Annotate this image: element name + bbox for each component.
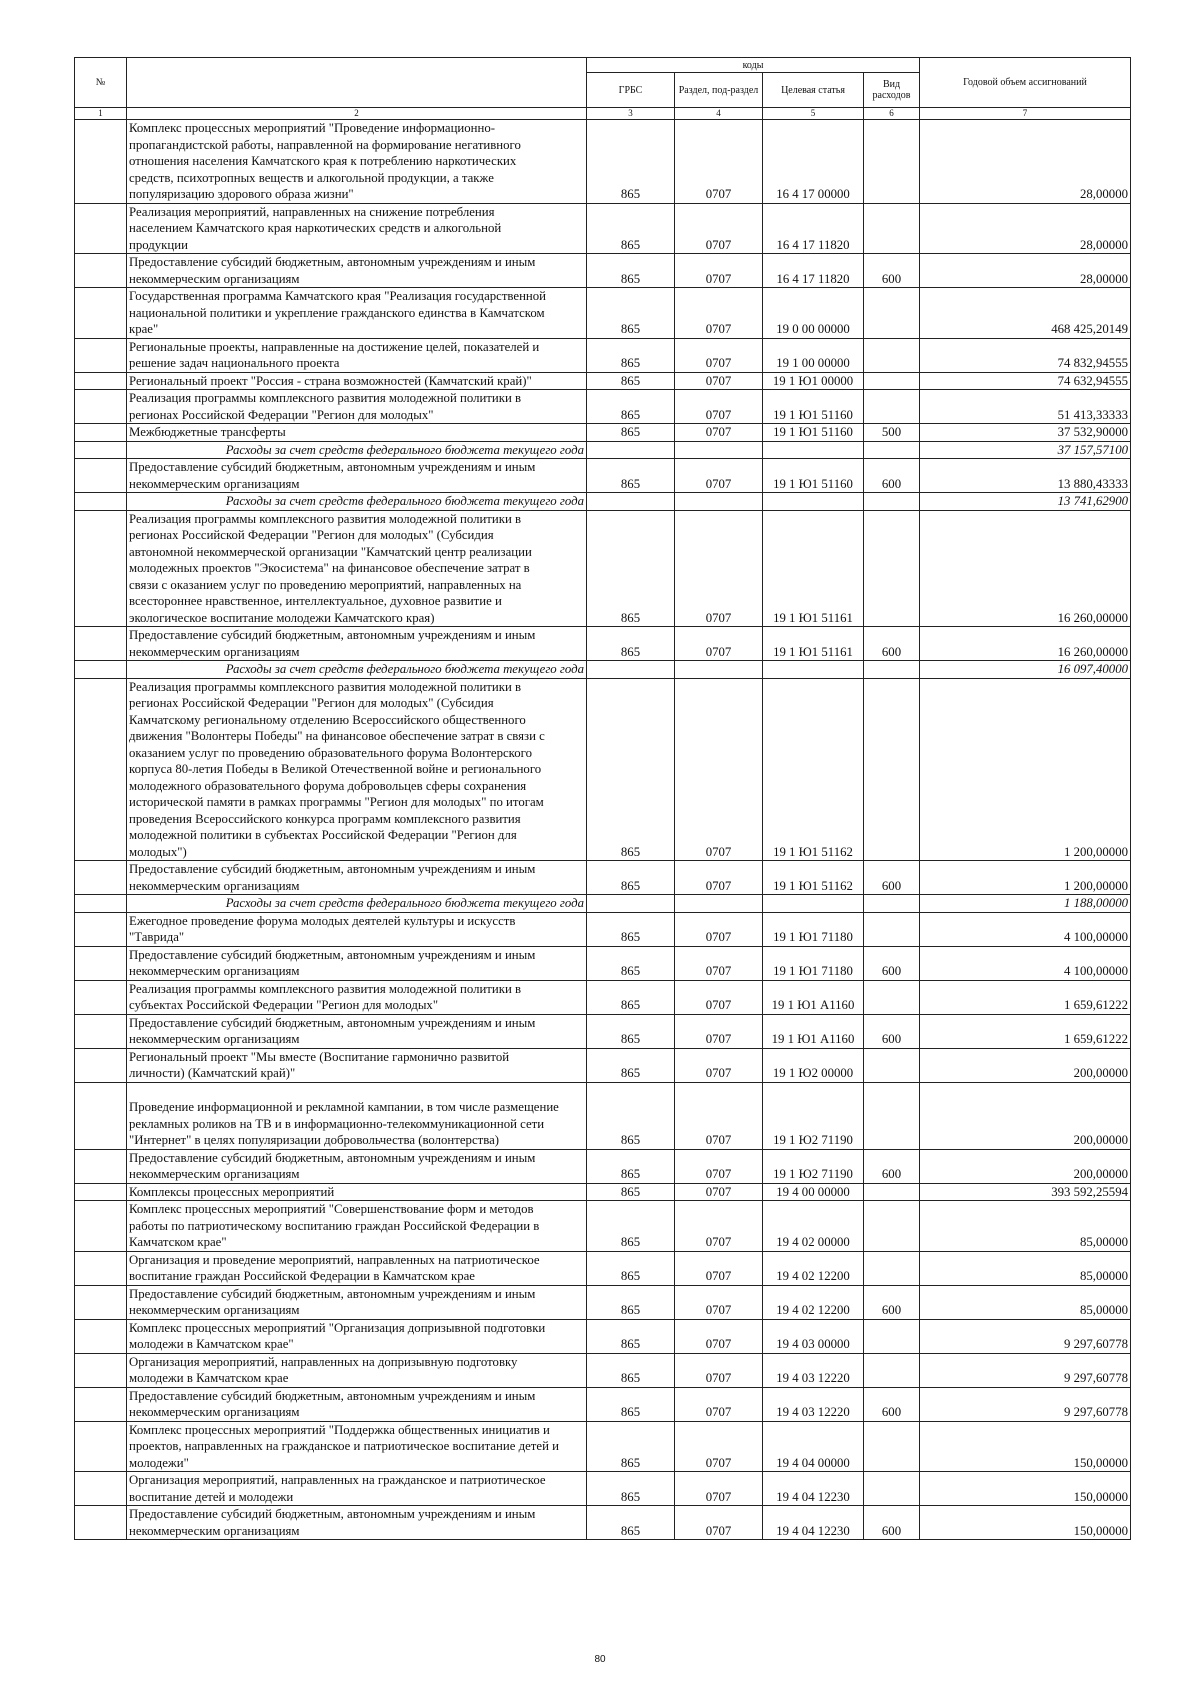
row-target-article-cell: 19 4 04 00000	[763, 1421, 864, 1472]
row-name-cell: Организация и проведение мероприятий, направленных на патриотическое воспитание граждан Российской Федерации в Камчатском крае	[127, 1251, 587, 1285]
row-expense-type-cell	[864, 441, 920, 459]
row-expense-type-cell	[864, 390, 920, 424]
row-grbs-cell: 865	[587, 1421, 675, 1472]
row-expense-type-cell: 600	[864, 1285, 920, 1319]
row-sum-cell: 28,00000	[920, 203, 1131, 254]
row-razdel-cell: 0707	[675, 424, 763, 442]
row-target-article-cell: 19 0 00 00000	[763, 288, 864, 339]
row-name-cell: Организация мероприятий, направленных на допризывную подготовку молодежи в Камчатском крае	[127, 1353, 587, 1387]
row-expense-type-cell: 600	[864, 1387, 920, 1421]
row-grbs-cell: 865	[587, 1506, 675, 1540]
row-number-cell	[75, 1319, 127, 1353]
row-number-cell	[75, 1506, 127, 1540]
row-sum-cell: 9 297,60778	[920, 1319, 1131, 1353]
header-number: №	[75, 58, 127, 108]
row-name-cell: Расходы за счет средств федерального бюджета текущего года	[127, 441, 587, 459]
row-expense-type-cell: 600	[864, 1149, 920, 1183]
row-grbs-cell	[587, 493, 675, 511]
row-razdel-cell: 0707	[675, 288, 763, 339]
row-sum-cell: 16 260,00000	[920, 627, 1131, 661]
row-name-cell: Предоставление субсидий бюджетным, автономным учреждениям и иным некоммерческим организациям	[127, 627, 587, 661]
row-name-cell: Предоставление субсидий бюджетным, автономным учреждениям и иным некоммерческим организациям	[127, 861, 587, 895]
row-name-cell: Комплекс процессных мероприятий "Проведение информационно- пропагандистской работы, направленной на формирование негативного отношения населения Камчатского края к потреблению наркотических средств, психотропных веществ и алкогольной продукции, а также популяризацию здорового образа жизни"	[127, 120, 587, 204]
row-name-cell: Комплекс процессных мероприятий "Совершенствование форм и методов работы по патриотическому воспитанию граждан Российской Федерации в Камчатском крае"	[127, 1201, 587, 1252]
row-name-cell: Реализация программы комплексного развития молодежной политики в субъектах Российской Федерации "Регион для молодых"	[127, 980, 587, 1014]
row-target-article-cell: 19 4 00 00000	[763, 1183, 864, 1201]
row-expense-type-cell	[864, 1201, 920, 1252]
federal-funds-note-row	[75, 661, 1131, 679]
row-target-article-cell: 19 1 00 00000	[763, 338, 864, 372]
row-target-article-cell: 19 4 03 00000	[763, 1319, 864, 1353]
row-expense-type-cell	[864, 1251, 920, 1285]
row-target-article-cell: 19 1 Ю1 51162	[763, 678, 864, 861]
col-number-7: 7	[920, 108, 1131, 120]
col-number-5: 5	[763, 108, 864, 120]
row-number-cell	[75, 1048, 127, 1082]
row-grbs-cell: 865	[587, 372, 675, 390]
table-row	[75, 1048, 1131, 1082]
row-expense-type-cell: 600	[864, 1014, 920, 1048]
row-number-cell	[75, 946, 127, 980]
row-number-cell	[75, 1251, 127, 1285]
row-number-cell	[75, 254, 127, 288]
row-expense-type-cell	[864, 1472, 920, 1506]
row-expense-type-cell	[864, 120, 920, 204]
row-grbs-cell: 865	[587, 1472, 675, 1506]
table-row	[75, 627, 1131, 661]
row-target-article-cell	[763, 441, 864, 459]
row-number-cell	[75, 1421, 127, 1472]
row-name-cell: Региональные проекты, направленные на достижение целей, показателей и решение задач национального проекта	[127, 338, 587, 372]
row-sum-cell: 85,00000	[920, 1251, 1131, 1285]
row-grbs-cell: 865	[587, 1048, 675, 1082]
row-sum-cell: 74 632,94555	[920, 372, 1131, 390]
row-razdel-cell	[675, 895, 763, 913]
table-row	[75, 1319, 1131, 1353]
col-number-6: 6	[864, 108, 920, 120]
row-sum-cell: 37 532,90000	[920, 424, 1131, 442]
row-expense-type-cell	[864, 372, 920, 390]
row-target-article-cell: 19 1 Ю1 71180	[763, 912, 864, 946]
table-row	[75, 1082, 1131, 1149]
row-number-cell	[75, 424, 127, 442]
table-row	[75, 1285, 1131, 1319]
row-expense-type-cell	[864, 338, 920, 372]
row-target-article-cell	[763, 493, 864, 511]
table-row	[75, 1506, 1131, 1540]
row-sum-cell: 1 659,61222	[920, 980, 1131, 1014]
row-sum-cell: 200,00000	[920, 1082, 1131, 1149]
row-number-cell	[75, 1285, 127, 1319]
row-target-article-cell: 19 1 Ю1 51160	[763, 459, 864, 493]
row-target-article-cell: 19 4 04 12230	[763, 1506, 864, 1540]
row-expense-type-cell	[864, 912, 920, 946]
table-header	[75, 58, 1131, 120]
row-razdel-cell: 0707	[675, 1285, 763, 1319]
row-name-cell: Предоставление субсидий бюджетным, автономным учреждениям и иным некоммерческим организациям	[127, 1387, 587, 1421]
row-sum-cell: 85,00000	[920, 1285, 1131, 1319]
row-target-article-cell: 19 1 Ю2 00000	[763, 1048, 864, 1082]
row-grbs-cell: 865	[587, 1251, 675, 1285]
row-razdel-cell: 0707	[675, 338, 763, 372]
row-name-cell: Комплекс процессных мероприятий "Поддержка общественных инициатив и проектов, направленных на гражданское и патриотическое воспитание детей и молодежи"	[127, 1421, 587, 1472]
row-name-cell: Региональный проект "Мы вместе (Воспитание гармонично развитой личности) (Камчатский край)"	[127, 1048, 587, 1082]
row-razdel-cell: 0707	[675, 203, 763, 254]
row-grbs-cell: 865	[587, 912, 675, 946]
row-razdel-cell: 0707	[675, 459, 763, 493]
table-row	[75, 120, 1131, 204]
row-sum-cell: 13 880,43333	[920, 459, 1131, 493]
row-name-cell: Реализация программы комплексного развития молодежной политики в регионах Российской Федерации "Регион для молодых"	[127, 390, 587, 424]
table-row	[75, 946, 1131, 980]
table-row	[75, 1421, 1131, 1472]
row-razdel-cell	[675, 441, 763, 459]
header-grbs: ГРБС	[587, 73, 675, 108]
row-name-cell: Ежегодное проведение форума молодых деятелей культуры и искусств "Таврида"	[127, 912, 587, 946]
row-name-cell: Предоставление субсидий бюджетным, автономным учреждениям и иным некоммерческим организациям	[127, 1285, 587, 1319]
row-sum-cell: 468 425,20149	[920, 288, 1131, 339]
row-razdel-cell: 0707	[675, 1319, 763, 1353]
row-number-cell	[75, 459, 127, 493]
row-number-cell	[75, 1183, 127, 1201]
row-name-cell: Региональный проект "Россия - страна возможностей (Камчатский край)"	[127, 372, 587, 390]
row-expense-type-cell	[864, 1082, 920, 1149]
row-name-cell: Расходы за счет средств федерального бюджета текущего года	[127, 895, 587, 913]
table-row	[75, 390, 1131, 424]
row-target-article-cell: 19 1 Ю1 71180	[763, 946, 864, 980]
row-razdel-cell: 0707	[675, 678, 763, 861]
row-razdel-cell	[675, 493, 763, 511]
row-sum-cell: 74 832,94555	[920, 338, 1131, 372]
row-razdel-cell: 0707	[675, 390, 763, 424]
table-row	[75, 1387, 1131, 1421]
row-target-article-cell: 19 1 Ю1 51162	[763, 861, 864, 895]
row-razdel-cell: 0707	[675, 1149, 763, 1183]
row-target-article-cell: 19 1 Ю1 00000	[763, 372, 864, 390]
row-sum-cell: 1 200,00000	[920, 861, 1131, 895]
row-number-cell	[75, 510, 127, 627]
row-number-cell	[75, 861, 127, 895]
row-razdel-cell: 0707	[675, 627, 763, 661]
row-razdel-cell: 0707	[675, 912, 763, 946]
row-expense-type-cell	[864, 661, 920, 679]
table-row	[75, 1201, 1131, 1252]
row-expense-type-cell: 600	[864, 946, 920, 980]
table-row	[75, 678, 1131, 861]
row-name-cell: Предоставление субсидий бюджетным, автономным учреждениям и иным некоммерческим организациям	[127, 1506, 587, 1540]
row-razdel-cell: 0707	[675, 1048, 763, 1082]
table-row	[75, 288, 1131, 339]
row-target-article-cell: 19 1 Ю1 А1160	[763, 1014, 864, 1048]
row-razdel-cell: 0707	[675, 1183, 763, 1201]
row-target-article-cell: 19 1 Ю1 51160	[763, 424, 864, 442]
row-grbs-cell: 865	[587, 390, 675, 424]
header-name	[127, 58, 587, 108]
row-target-article-cell: 16 4 17 00000	[763, 120, 864, 204]
row-sum-cell: 200,00000	[920, 1149, 1131, 1183]
row-expense-type-cell	[864, 1421, 920, 1472]
row-number-cell	[75, 980, 127, 1014]
row-expense-type-cell	[864, 1183, 920, 1201]
federal-funds-note-row	[75, 493, 1131, 511]
table-row	[75, 338, 1131, 372]
row-sum-cell: 28,00000	[920, 254, 1131, 288]
row-razdel-cell: 0707	[675, 1201, 763, 1252]
table-row	[75, 510, 1131, 627]
row-sum-cell: 150,00000	[920, 1472, 1131, 1506]
row-grbs-cell: 865	[587, 1149, 675, 1183]
row-grbs-cell: 865	[587, 459, 675, 493]
col-number-2: 2	[127, 108, 587, 120]
row-sum-cell: 1 200,00000	[920, 678, 1131, 861]
row-name-cell: Межбюджетные трансферты	[127, 424, 587, 442]
row-grbs-cell: 865	[587, 1082, 675, 1149]
row-target-article-cell: 19 4 02 12200	[763, 1285, 864, 1319]
row-number-cell	[75, 1387, 127, 1421]
budget-table	[74, 57, 1131, 1540]
federal-funds-note-row	[75, 441, 1131, 459]
row-target-article-cell: 19 4 02 12200	[763, 1251, 864, 1285]
row-razdel-cell: 0707	[675, 1082, 763, 1149]
row-number-cell	[75, 912, 127, 946]
row-name-cell: Реализация программы комплексного развития молодежной политики в регионах Российской Федерации "Регион для молодых" (Субсидия автономной некоммерческой организации "Камчатский центр реализации молодежных проектов "Экосистема" на финансовое обеспечение затрат в связи с оказанием услуг по проведению мероприятий, направленных на всестороннее нравственное, интеллектуальное, духовное развитие и экологическое воспитание молодежи Камчатского края)	[127, 510, 587, 627]
row-expense-type-cell	[864, 980, 920, 1014]
col-number-3: 3	[587, 108, 675, 120]
row-sum-cell: 150,00000	[920, 1421, 1131, 1472]
row-target-article-cell: 19 1 Ю1 51161	[763, 510, 864, 627]
row-razdel-cell: 0707	[675, 1251, 763, 1285]
row-grbs-cell	[587, 661, 675, 679]
row-grbs-cell: 865	[587, 1387, 675, 1421]
table-row	[75, 980, 1131, 1014]
header-expense-type: Вид расходов	[864, 73, 920, 108]
row-sum-cell: 51 413,33333	[920, 390, 1131, 424]
row-grbs-cell: 865	[587, 1319, 675, 1353]
row-grbs-cell: 865	[587, 1183, 675, 1201]
row-grbs-cell: 865	[587, 1353, 675, 1387]
row-expense-type-cell: 600	[864, 1506, 920, 1540]
row-sum-cell: 9 297,60778	[920, 1387, 1131, 1421]
header-codes: коды	[587, 58, 920, 73]
row-sum-cell: 85,00000	[920, 1201, 1131, 1252]
row-number-cell	[75, 678, 127, 861]
row-sum-cell: 1 188,00000	[920, 895, 1131, 913]
row-number-cell	[75, 1149, 127, 1183]
row-sum-cell: 4 100,00000	[920, 946, 1131, 980]
col-number-4: 4	[675, 108, 763, 120]
row-grbs-cell: 865	[587, 946, 675, 980]
row-number-cell	[75, 203, 127, 254]
header-target-article: Целевая статья	[763, 73, 864, 108]
row-target-article-cell	[763, 895, 864, 913]
row-number-cell	[75, 627, 127, 661]
row-sum-cell: 9 297,60778	[920, 1353, 1131, 1387]
row-razdel-cell: 0707	[675, 1506, 763, 1540]
row-number-cell	[75, 1014, 127, 1048]
row-number-cell	[75, 1353, 127, 1387]
table-row	[75, 424, 1131, 442]
row-grbs-cell: 865	[587, 1014, 675, 1048]
header-razdel: Раздел, под-раздел	[675, 73, 763, 108]
table-row	[75, 1183, 1131, 1201]
row-sum-cell: 393 592,25594	[920, 1183, 1131, 1201]
row-target-article-cell: 19 4 02 00000	[763, 1201, 864, 1252]
row-razdel-cell: 0707	[675, 980, 763, 1014]
row-sum-cell: 150,00000	[920, 1506, 1131, 1540]
row-sum-cell: 16 097,40000	[920, 661, 1131, 679]
row-razdel-cell: 0707	[675, 1387, 763, 1421]
row-name-cell: Предоставление субсидий бюджетным, автономным учреждениям и иным некоммерческим организациям	[127, 1014, 587, 1048]
row-target-article-cell: 19 4 03 12220	[763, 1387, 864, 1421]
row-name-cell: Комплексы процессных мероприятий	[127, 1183, 587, 1201]
row-grbs-cell: 865	[587, 203, 675, 254]
row-razdel-cell: 0707	[675, 372, 763, 390]
row-target-article-cell: 19 1 Ю2 71190	[763, 1149, 864, 1183]
row-name-cell: Расходы за счет средств федерального бюджета текущего года	[127, 661, 587, 679]
row-number-cell	[75, 120, 127, 204]
row-grbs-cell: 865	[587, 861, 675, 895]
row-number-cell	[75, 338, 127, 372]
table-row	[75, 1472, 1131, 1506]
row-name-cell: Государственная программа Камчатского края "Реализация государственной национальной политики и укрепление гражданского единства в Камчатском крае"	[127, 288, 587, 339]
table-row	[75, 912, 1131, 946]
row-grbs-cell	[587, 441, 675, 459]
row-razdel-cell: 0707	[675, 946, 763, 980]
row-razdel-cell: 0707	[675, 254, 763, 288]
row-expense-type-cell	[864, 1353, 920, 1387]
row-name-cell: Реализация мероприятий, направленных на снижение потребления населением Камчатского края наркотических средств и алкогольной продукции	[127, 203, 587, 254]
row-razdel-cell: 0707	[675, 1421, 763, 1472]
row-sum-cell: 28,00000	[920, 120, 1131, 204]
table-row	[75, 372, 1131, 390]
row-name-cell: Предоставление субсидий бюджетным, автономным учреждениям и иным некоммерческим организациям	[127, 946, 587, 980]
row-sum-cell: 13 741,62900	[920, 493, 1131, 511]
row-number-cell	[75, 390, 127, 424]
row-name-cell: Реализация программы комплексного развития молодежной политики в регионах Российской Федерации "Регион для молодых" (Субсидия Камчатскому региональному отделению Всероссийского общественного движения "Волонтеры Победы" на финансовое обеспечение затрат в связи с оказанием услуг по проведению образовательного форума Волонтерского корпуса 80-летия Победы в Великой Отечественной войне и регионального молодежного образовательного форума добровольцев сферы сохранения исторической памяти в рамках программы "Регион для молодых" по итогам проведения Всероссийского конкурса программ комплексного развития молодежной политики в субъектах Российской Федерации "Регион для молодых")	[127, 678, 587, 861]
row-target-article-cell: 19 1 Ю1 51160	[763, 390, 864, 424]
table-row	[75, 203, 1131, 254]
row-number-cell	[75, 661, 127, 679]
row-target-article-cell: 19 1 Ю2 71190	[763, 1082, 864, 1149]
row-name-cell: Организация мероприятий, направленных на гражданское и патриотическое воспитание детей и молодежи	[127, 1472, 587, 1506]
row-grbs-cell: 865	[587, 120, 675, 204]
page-number: 80	[594, 1654, 606, 1665]
table-row	[75, 1251, 1131, 1285]
row-grbs-cell: 865	[587, 627, 675, 661]
table-row	[75, 254, 1131, 288]
row-grbs-cell	[587, 895, 675, 913]
table-row	[75, 1014, 1131, 1048]
row-grbs-cell: 865	[587, 338, 675, 372]
row-name-cell: Проведение информационной и рекламной кампании, в том числе размещение рекламных роликов на ТВ и в информационно-телекоммуникационной сети "Интернет" в целях популяризации добровольчества (волонтерства)	[127, 1082, 587, 1149]
row-razdel-cell	[675, 661, 763, 679]
row-expense-type-cell	[864, 203, 920, 254]
row-number-cell	[75, 372, 127, 390]
row-grbs-cell: 865	[587, 510, 675, 627]
row-grbs-cell: 865	[587, 288, 675, 339]
col-number-1: 1	[75, 108, 127, 120]
table-row	[75, 459, 1131, 493]
row-expense-type-cell	[864, 1319, 920, 1353]
row-expense-type-cell: 600	[864, 627, 920, 661]
row-sum-cell: 37 157,57100	[920, 441, 1131, 459]
row-expense-type-cell: 600	[864, 459, 920, 493]
table-row	[75, 861, 1131, 895]
row-razdel-cell: 0707	[675, 1014, 763, 1048]
row-number-cell	[75, 441, 127, 459]
row-name-cell: Предоставление субсидий бюджетным, автономным учреждениям и иным некоммерческим организациям	[127, 459, 587, 493]
row-expense-type-cell: 600	[864, 254, 920, 288]
row-target-article-cell: 16 4 17 11820	[763, 254, 864, 288]
row-number-cell	[75, 493, 127, 511]
row-sum-cell: 16 260,00000	[920, 510, 1131, 627]
row-expense-type-cell: 500	[864, 424, 920, 442]
row-razdel-cell: 0707	[675, 861, 763, 895]
row-number-cell	[75, 288, 127, 339]
table-row	[75, 1353, 1131, 1387]
row-expense-type-cell	[864, 510, 920, 627]
row-name-cell: Предоставление субсидий бюджетным, автономным учреждениям и иным некоммерческим организациям	[127, 254, 587, 288]
row-name-cell: Расходы за счет средств федерального бюджета текущего года	[127, 493, 587, 511]
row-razdel-cell: 0707	[675, 510, 763, 627]
row-grbs-cell: 865	[587, 254, 675, 288]
row-target-article-cell: 19 4 03 12220	[763, 1353, 864, 1387]
row-target-article-cell: 19 1 Ю1 51161	[763, 627, 864, 661]
row-number-cell	[75, 1201, 127, 1252]
row-number-cell	[75, 1082, 127, 1149]
row-number-cell	[75, 895, 127, 913]
row-expense-type-cell	[864, 678, 920, 861]
row-grbs-cell: 865	[587, 1285, 675, 1319]
row-sum-cell: 1 659,61222	[920, 1014, 1131, 1048]
row-name-cell: Предоставление субсидий бюджетным, автономным учреждениям и иным некоммерческим организациям	[127, 1149, 587, 1183]
row-target-article-cell: 19 4 04 12230	[763, 1472, 864, 1506]
federal-funds-note-row	[75, 895, 1131, 913]
row-grbs-cell: 865	[587, 424, 675, 442]
row-grbs-cell: 865	[587, 980, 675, 1014]
table-body	[75, 120, 1131, 1540]
row-grbs-cell: 865	[587, 1201, 675, 1252]
budget-sheet	[74, 57, 1130, 1540]
row-expense-type-cell	[864, 288, 920, 339]
row-razdel-cell: 0707	[675, 1353, 763, 1387]
row-target-article-cell: 16 4 17 11820	[763, 203, 864, 254]
row-sum-cell: 200,00000	[920, 1048, 1131, 1082]
header-annual-sum: Годовой объем ассигнований	[920, 58, 1131, 108]
row-razdel-cell: 0707	[675, 1472, 763, 1506]
row-target-article-cell: 19 1 Ю1 А1160	[763, 980, 864, 1014]
row-expense-type-cell	[864, 895, 920, 913]
row-expense-type-cell	[864, 1048, 920, 1082]
table-row	[75, 1149, 1131, 1183]
row-number-cell	[75, 1472, 127, 1506]
row-expense-type-cell: 600	[864, 861, 920, 895]
row-sum-cell: 4 100,00000	[920, 912, 1131, 946]
row-name-cell: Комплекс процессных мероприятий "Организация допризывной подготовки молодежи в Камчатском крае"	[127, 1319, 587, 1353]
row-expense-type-cell	[864, 493, 920, 511]
row-target-article-cell	[763, 661, 864, 679]
row-razdel-cell: 0707	[675, 120, 763, 204]
row-grbs-cell: 865	[587, 678, 675, 861]
